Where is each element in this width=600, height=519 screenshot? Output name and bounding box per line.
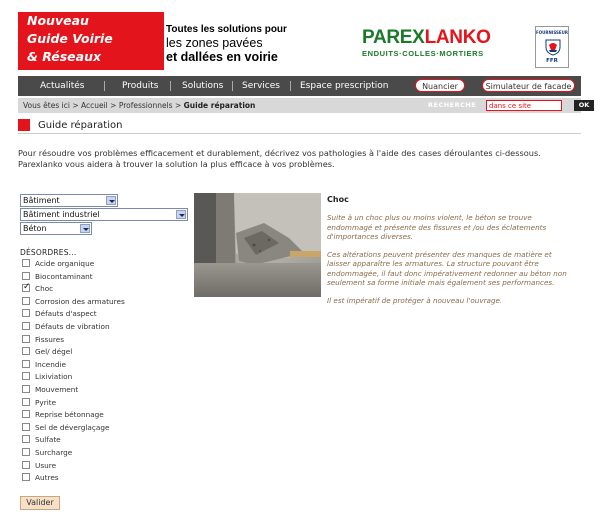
page-title-bar xyxy=(18,118,581,134)
checkbox[interactable] xyxy=(22,309,30,317)
checkbox[interactable] xyxy=(22,423,30,431)
chevron-down-icon xyxy=(106,196,116,205)
select-value: Béton xyxy=(23,224,47,233)
breadcrumb-current: Guide réparation xyxy=(183,101,256,110)
breadcrumb-path: Vous êtes ici > Accueil > Professionnels > xyxy=(23,101,184,110)
promo-banner[interactable] xyxy=(18,12,164,70)
checkbox-label: Corrosion des armatures xyxy=(35,296,125,306)
nav-separator xyxy=(232,81,233,91)
logo-name-right: LANKO xyxy=(424,27,491,48)
detail-heading: Choc xyxy=(327,195,349,204)
promo-line: Guide Voirie xyxy=(27,31,113,46)
checkbox-label: Gel/ dégel xyxy=(35,347,73,357)
checkbox[interactable] xyxy=(22,322,30,330)
sponsor-top-text: FOURNISSEUR xyxy=(536,30,568,35)
checkbox-label: Fissures xyxy=(35,334,65,344)
detail-paragraph: Suite à un choc plus ou moins violent, le béton se trouve endommagé et présente des fissures et /ou des éclatements d'importances diverses. xyxy=(327,213,547,241)
logo-tagline: ENDUITS·COLLES·MORTIERS xyxy=(362,49,484,58)
parexlanko-logo[interactable] xyxy=(362,28,510,60)
promo-tagline-line: et dallées en voirie xyxy=(166,50,278,64)
nav-item-solutions[interactable]: Solutions xyxy=(182,81,224,91)
nav-separator xyxy=(104,81,105,91)
promo-line: & Réseaux xyxy=(27,49,102,64)
nav-item-espace-prescription[interactable]: Espace prescription xyxy=(300,81,389,91)
checkbox-label: Acide organique xyxy=(35,259,95,268)
checkbox[interactable] xyxy=(22,435,30,443)
nav-item-actualites[interactable]: Actualités xyxy=(40,81,85,91)
select-value: Bâtiment industriel xyxy=(23,210,100,219)
chevron-down-icon xyxy=(80,224,90,233)
title-marker-icon xyxy=(18,119,30,131)
detail-paragraph: Ces altérations peuvent présenter des manques de matière et laisser apparaître les armatures. La structure pouvant être endommagée, il faut donc impérativement redonner au béton non seulement sa forme initiale mais également ses performances. xyxy=(327,249,567,287)
disorder-detail xyxy=(327,195,577,313)
nuancier-button[interactable]: Nuancier xyxy=(415,79,465,92)
sponsor-bottom-text: FFR xyxy=(546,58,558,64)
checkbox-label: Défauts de vibration xyxy=(35,322,110,331)
checkbox[interactable] xyxy=(22,259,30,267)
checkbox[interactable] xyxy=(22,473,30,481)
nav-separator xyxy=(290,81,291,91)
search-input[interactable] xyxy=(486,100,562,111)
checkbox-label: Biocontaminant xyxy=(35,271,93,281)
site-header xyxy=(0,0,600,76)
ffr-sponsor-logo[interactable] xyxy=(535,26,569,68)
checkbox[interactable] xyxy=(22,372,30,380)
checkbox-label: Autres xyxy=(35,473,59,483)
disorders-title: DÉSORDRES... xyxy=(20,248,77,257)
checkbox-label: Reprise bétonnage xyxy=(35,410,104,420)
checkbox-label: Pyrite xyxy=(35,397,57,407)
main-nav xyxy=(18,76,581,96)
nav-item-produits[interactable]: Produits xyxy=(122,81,159,91)
checkbox[interactable] xyxy=(22,448,30,456)
simulateur-button[interactable]: Simulateur de facade xyxy=(482,79,575,92)
nav-separator xyxy=(170,81,171,91)
chevron-down-icon xyxy=(176,210,186,219)
nav-item-services[interactable]: Services xyxy=(242,81,280,91)
logo-name-left: PAREX xyxy=(362,27,425,48)
checkbox-label: Usure xyxy=(35,460,57,470)
checkbox[interactable] xyxy=(22,360,30,368)
checkbox[interactable] xyxy=(22,398,30,406)
checkbox[interactable] xyxy=(22,272,30,280)
building-type-select[interactable] xyxy=(20,194,118,207)
checkbox-label: Sulfate xyxy=(35,435,61,445)
checkbox[interactable] xyxy=(22,347,30,355)
checkbox-label: Choc xyxy=(35,284,54,294)
checkbox-label: Défauts d'aspect xyxy=(35,309,97,319)
promo-tagline-line: Toutes les solutions pour xyxy=(166,24,287,35)
checkbox-label: Incendie xyxy=(35,359,67,369)
page-title: Guide réparation xyxy=(38,120,123,131)
validate-button[interactable]: Valider xyxy=(20,496,60,510)
search-ok-button[interactable]: OK xyxy=(574,100,594,111)
checkbox[interactable] xyxy=(22,284,30,292)
checkbox-label: Sel de déverglaçage xyxy=(35,422,110,432)
promo-tagline-line: les zones pavées xyxy=(166,36,263,50)
checkbox[interactable] xyxy=(22,385,30,393)
rooster-icon xyxy=(543,37,563,57)
checkbox-label: Lixiviation xyxy=(35,372,73,382)
damage-photo xyxy=(194,193,321,297)
select-value: Bâtiment xyxy=(23,196,60,205)
intro-text: Pour résoudre vos problèmes efficacement et durablement, décrivez vos pathologies à l'aide des cases déroulantes ci-dessous. Parexlanko vous aidera à trouver la solution la plus efficace à vos problèmes. xyxy=(18,148,541,169)
promo-tagline[interactable] xyxy=(166,24,296,64)
material-select[interactable] xyxy=(20,222,92,235)
promo-line: Nouveau xyxy=(27,13,89,28)
breadcrumb-bar xyxy=(18,98,590,113)
checkbox[interactable] xyxy=(22,461,30,469)
checkbox-label: Mouvement xyxy=(35,385,79,394)
checkbox[interactable] xyxy=(22,335,30,343)
building-subtype-select[interactable] xyxy=(20,208,188,221)
search-label: RECHERCHE xyxy=(428,101,477,109)
detail-paragraph: Il est impératif de protéger à nouveau l'ouvrage. xyxy=(327,295,503,305)
checkbox[interactable] xyxy=(22,297,30,305)
breadcrumb[interactable] xyxy=(23,98,255,113)
checkbox-label: Surcharge xyxy=(35,448,73,457)
checkbox[interactable] xyxy=(22,410,30,418)
